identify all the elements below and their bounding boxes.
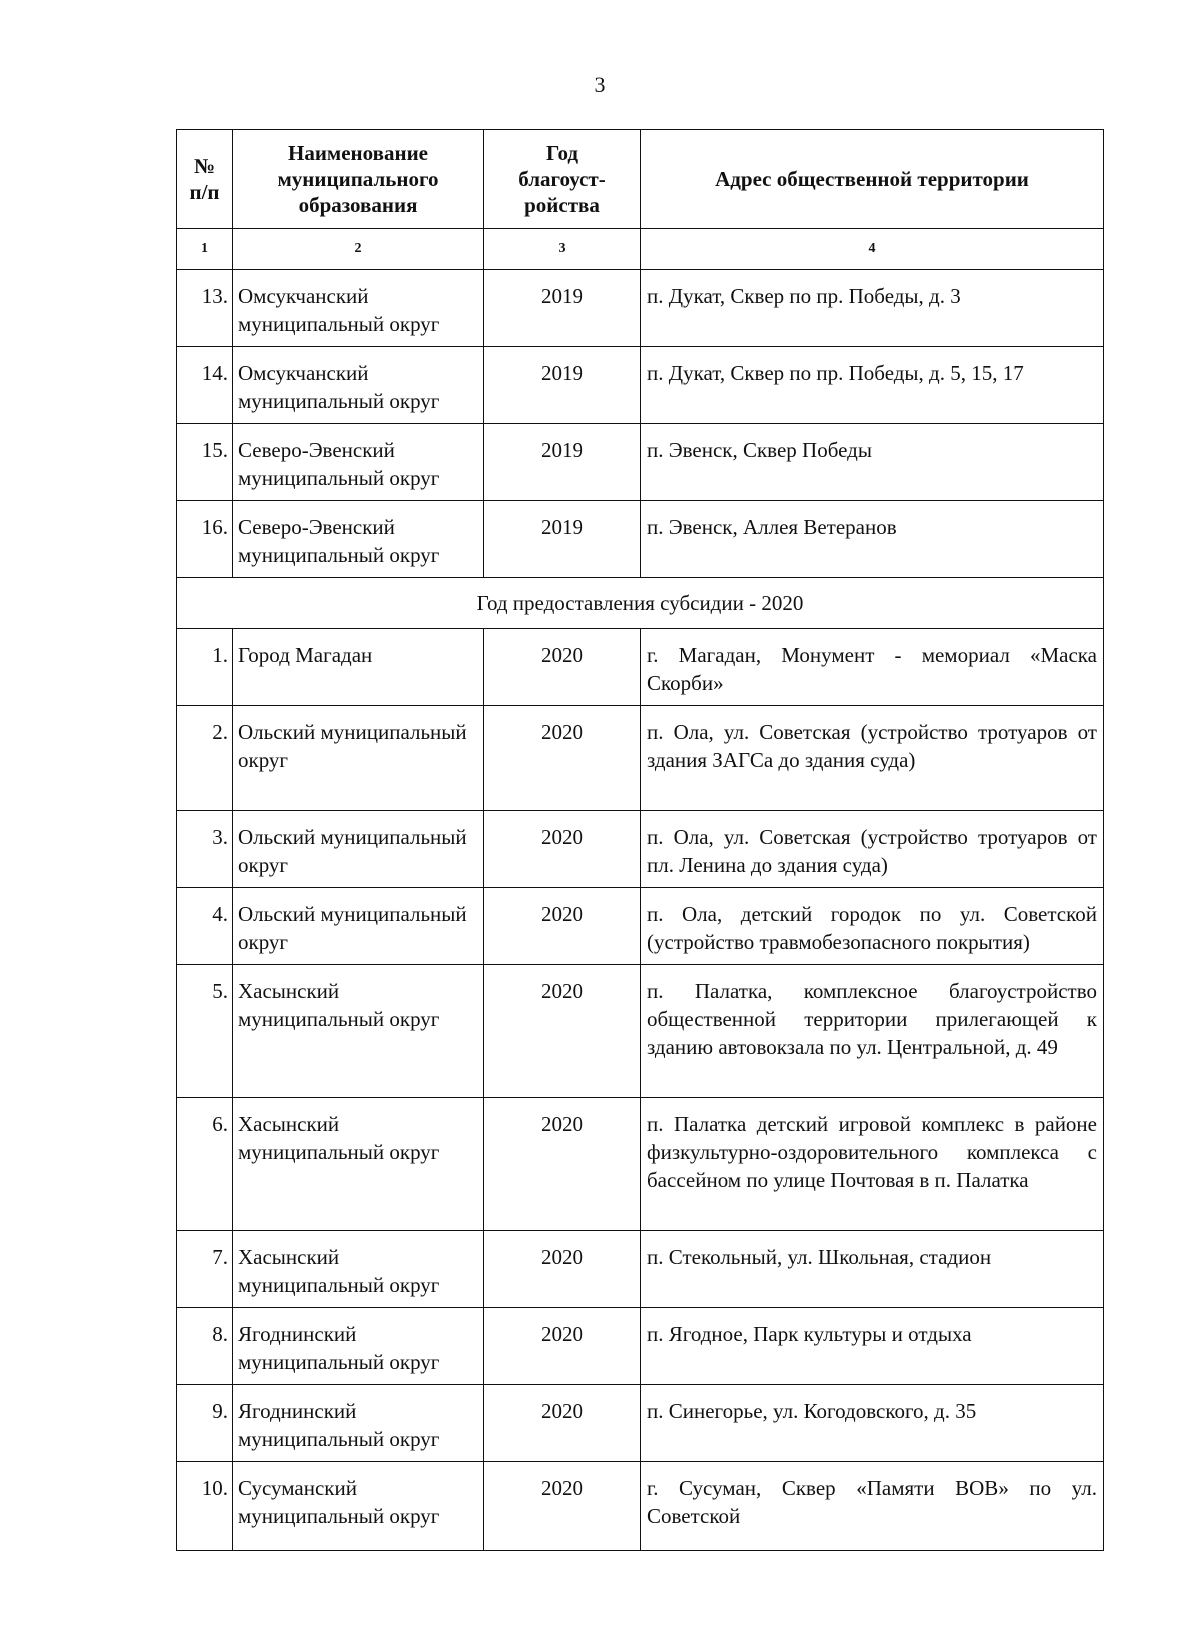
territory-address: п. Ола, детский городок по ул. Советской (устройство травмобезопасного покрытия)	[641, 888, 1104, 965]
column-number-row	[177, 229, 1104, 270]
improvement-year: 2020	[484, 1462, 641, 1551]
municipality-name: Ягоднинский муниципальный округ	[233, 1308, 484, 1385]
table-row	[177, 1462, 1104, 1551]
table-row	[177, 270, 1104, 347]
table-row	[177, 1098, 1104, 1231]
header-municipality: Наименование муниципального образования	[233, 130, 484, 229]
header-year: Год благоуст-ройства	[484, 130, 641, 229]
table-row	[177, 1308, 1104, 1385]
territory-address: п. Палатка, комплексное благоустройство общественной территории прилегающей к зданию автовокзала по ул. Центральной, д. 49	[641, 965, 1104, 1098]
improvement-year: 2020	[484, 1098, 641, 1231]
municipality-name: Северо-Эвенский муниципальный округ	[233, 424, 484, 501]
table-row	[177, 501, 1104, 578]
section-row	[177, 578, 1104, 629]
section-title: Год предоставления субсидии - 2020	[177, 578, 1104, 629]
territory-address: п. Эвенск, Аллея Ветеранов	[641, 501, 1104, 578]
municipality-name: Ольский муниципальный округ	[233, 888, 484, 965]
row-number: 8.	[177, 1308, 233, 1385]
row-number: 7.	[177, 1231, 233, 1308]
municipality-name: Хасынский муниципальный округ	[233, 1098, 484, 1231]
row-number: 15.	[177, 424, 233, 501]
row-number: 13.	[177, 270, 233, 347]
improvement-year: 2020	[484, 629, 641, 706]
territory-address: г. Магадан, Монумент - мемориал «Маска Скорби»	[641, 629, 1104, 706]
municipality-name: Сусуманский муниципальный округ	[233, 1462, 484, 1551]
row-number: 5.	[177, 965, 233, 1098]
improvement-year: 2019	[484, 347, 641, 424]
table-row	[177, 1385, 1104, 1462]
municipality-name: Ольский муниципальный округ	[233, 811, 484, 888]
territory-address: п. Стекольный, ул. Школьная, стадион	[641, 1231, 1104, 1308]
territory-address: п. Ола, ул. Советская (устройство тротуаров от пл. Ленина до здания суда)	[641, 811, 1104, 888]
header-row	[177, 130, 1104, 229]
municipality-name: Хасынский муниципальный округ	[233, 965, 484, 1098]
row-number: 2.	[177, 706, 233, 811]
territory-address: п. Ола, ул. Советская (устройство тротуаров от здания ЗАГСа до здания суда)	[641, 706, 1104, 811]
row-number: 4.	[177, 888, 233, 965]
page-number: 3	[594, 72, 606, 97]
improvement-year: 2020	[484, 1385, 641, 1462]
municipality-name: Омсукчанский муниципальный округ	[233, 270, 484, 347]
column-number: 2	[233, 229, 484, 270]
improvement-year: 2020	[484, 888, 641, 965]
territory-address: п. Эвенск, Сквер Победы	[641, 424, 1104, 501]
improvement-year: 2020	[484, 965, 641, 1098]
column-number: 1	[177, 229, 233, 270]
column-number: 4	[641, 229, 1104, 270]
improvement-year: 2019	[484, 270, 641, 347]
header-number: № п/п	[177, 130, 233, 229]
territory-address: п. Синегорье, ул. Когодовского, д. 35	[641, 1385, 1104, 1462]
improvement-year: 2020	[484, 706, 641, 811]
municipality-name: Омсукчанский муниципальный округ	[233, 347, 484, 424]
table-row	[177, 1231, 1104, 1308]
municipality-name: Северо-Эвенский муниципальный округ	[233, 501, 484, 578]
row-number: 16.	[177, 501, 233, 578]
territory-address: п. Дукат, Сквер по пр. Победы, д. 3	[641, 270, 1104, 347]
table-row	[177, 888, 1104, 965]
municipality-name: Ольский муниципальный округ	[233, 706, 484, 811]
municipality-name: Город Магадан	[233, 629, 484, 706]
header-address: Адрес общественной территории	[641, 130, 1104, 229]
table-row	[177, 347, 1104, 424]
improvement-year: 2019	[484, 501, 641, 578]
table-row	[177, 629, 1104, 706]
territory-address: г. Сусуман, Сквер «Памяти ВОВ» по ул. Советской	[641, 1462, 1104, 1551]
row-number: 10.	[177, 1462, 233, 1551]
table-row	[177, 811, 1104, 888]
municipality-name: Хасынский муниципальный округ	[233, 1231, 484, 1308]
row-number: 9.	[177, 1385, 233, 1462]
table-row	[177, 706, 1104, 811]
territory-address: п. Дукат, Сквер по пр. Победы, д. 5, 15, 17	[641, 347, 1104, 424]
improvement-year: 2020	[484, 811, 641, 888]
column-number: 3	[484, 229, 641, 270]
row-number: 6.	[177, 1098, 233, 1231]
row-number: 1.	[177, 629, 233, 706]
improvement-year: 2020	[484, 1308, 641, 1385]
table-row	[177, 965, 1104, 1098]
table-row	[177, 424, 1104, 501]
row-number: 3.	[177, 811, 233, 888]
row-number: 14.	[177, 347, 233, 424]
territory-address: п. Палатка детский игровой комплекс в районе физкультурно-оздоровительного комплекса с бассейном по улице Почтовая в п. Палатка	[641, 1098, 1104, 1231]
municipality-name: Ягоднинский муниципальный округ	[233, 1385, 484, 1462]
improvement-year: 2019	[484, 424, 641, 501]
territory-address: п. Ягодное, Парк культуры и отдыха	[641, 1308, 1104, 1385]
improvement-year: 2020	[484, 1231, 641, 1308]
territories-table	[176, 129, 1104, 1551]
